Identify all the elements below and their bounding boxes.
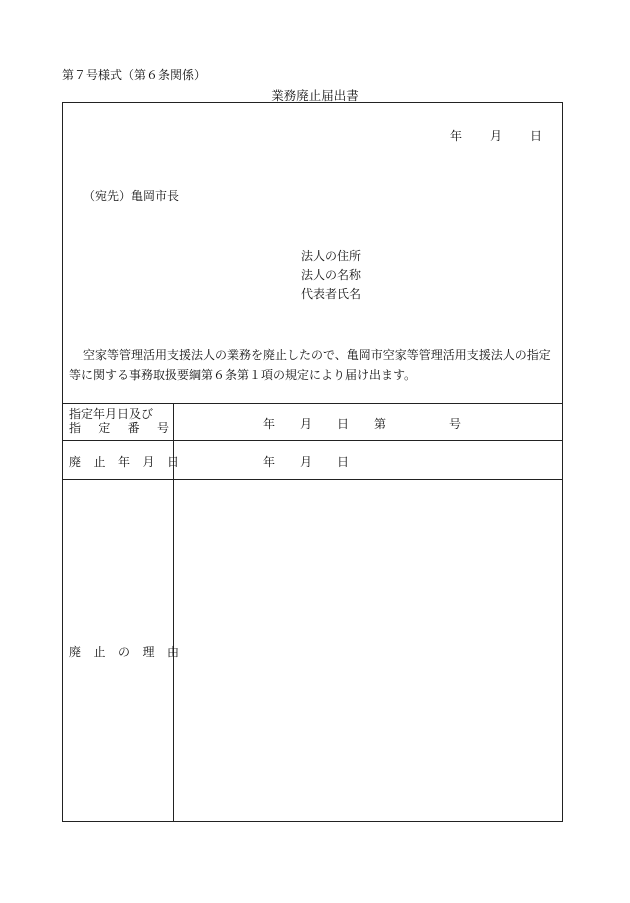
divider: [63, 479, 562, 480]
year-unit: 年: [449, 129, 462, 143]
month-unit: 月: [489, 129, 502, 143]
day-unit: 日: [337, 417, 350, 431]
abolition-date-label: 廃 止 年 月 日: [69, 455, 179, 469]
representative-label: 代表者氏名: [301, 287, 362, 301]
day-unit: 日: [529, 129, 542, 143]
corp-name-label: 法人の名称: [301, 268, 362, 282]
divider: [63, 440, 562, 441]
addressee: （宛先）亀岡市長: [83, 189, 180, 203]
form-frame: [62, 102, 563, 822]
document-title: 業務廃止届出書: [271, 88, 359, 103]
submission-date: [450, 127, 542, 144]
year-unit: 年: [263, 417, 276, 431]
month-unit: 月: [300, 417, 313, 431]
year-unit: 年: [263, 455, 276, 469]
designation-label-line1: 指定年月日及び: [69, 407, 154, 421]
abolition-date-value: [263, 453, 349, 470]
form-number: 第７号様式（第６条関係）: [62, 68, 207, 82]
reason-label: 廃 止 の 理 由: [69, 645, 179, 659]
number-suffix: 号: [449, 417, 462, 431]
divider: [63, 403, 562, 404]
sender-block: [301, 247, 361, 304]
number-prefix: 第: [374, 417, 387, 431]
reason-field[interactable]: [175, 481, 561, 819]
designation-label: [63, 407, 173, 435]
day-unit: 日: [337, 455, 350, 469]
designation-label-line2: 指 定 番 号: [69, 421, 169, 435]
designation-value: [263, 415, 461, 432]
corp-address-label: 法人の住所: [301, 249, 362, 263]
body-text: 空家等管理活用支援法人の業務を廃止したので、亀岡市空家等管理活用支援法人の指定等に関する事務取扱要綱第６条第１項の規定により届け出ます。: [69, 348, 551, 382]
month-unit: 月: [300, 455, 313, 469]
